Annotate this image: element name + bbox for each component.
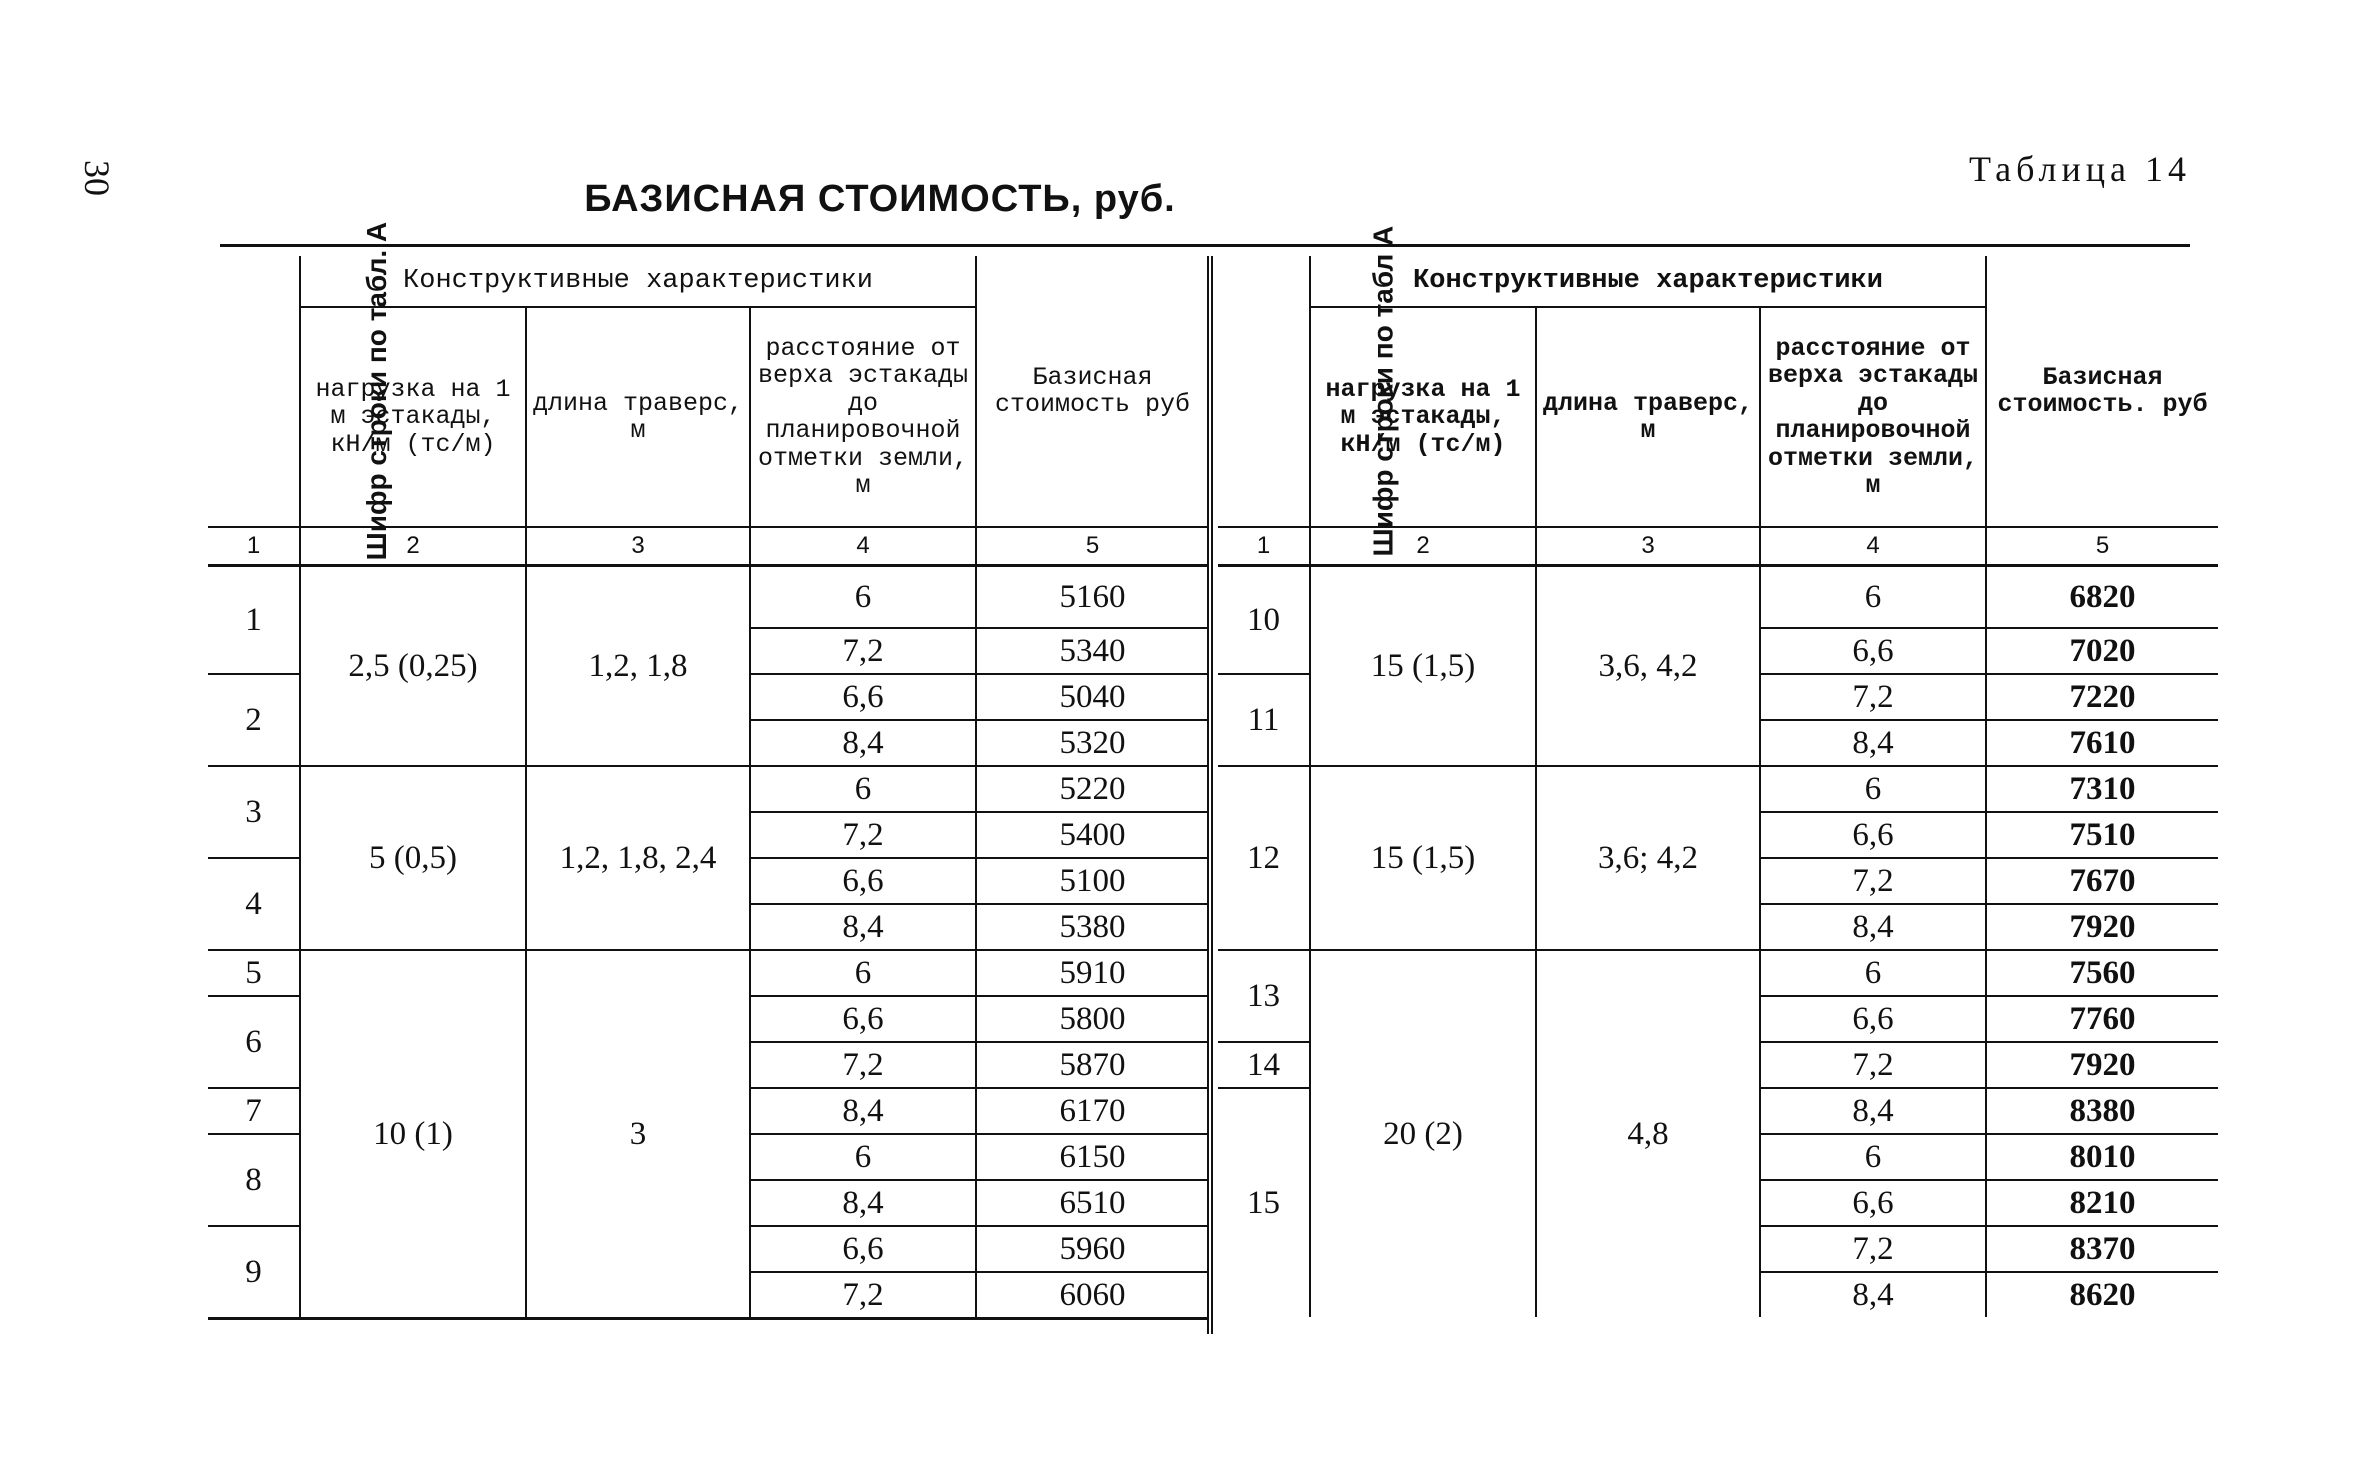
row-code: 6 <box>208 996 300 1088</box>
cost-cell: 6060 <box>976 1272 1208 1319</box>
column-number: 5 <box>976 527 1208 566</box>
cost-cell: 5380 <box>976 904 1208 950</box>
header-distance: расстояние от верха эстакады до планировочной отметки земли, м <box>750 307 976 527</box>
cost-cell: 5320 <box>976 720 1208 766</box>
cost-cell: 5040 <box>976 674 1208 720</box>
header-code <box>208 221 393 561</box>
cost-cell: 6510 <box>976 1180 1208 1226</box>
cost-cell: 7920 <box>1986 1042 2218 1088</box>
row-code: 5 <box>208 950 300 996</box>
column-number: 2 <box>300 527 526 566</box>
cost-cell: 5800 <box>976 996 1208 1042</box>
cost-cell: 8380 <box>1986 1088 2218 1134</box>
distance-cell: 6 <box>750 950 976 996</box>
row-code: 13 <box>1218 950 1310 1042</box>
load-cell: 2,5 (0,25) <box>300 566 526 767</box>
cost-cell: 5160 <box>976 566 1208 629</box>
distance-cell: 6,6 <box>1760 812 1986 858</box>
table-row <box>208 766 1208 812</box>
column-number: 5 <box>1986 527 2218 566</box>
column-number: 1 <box>1218 527 1310 566</box>
right-table-panel <box>1218 225 2218 1317</box>
header-distance: расстояние от верха эстакады до планировочной отметки земли, м <box>1760 307 1986 527</box>
distance-cell: 7,2 <box>1760 858 1986 904</box>
distance-cell: 6,6 <box>750 1226 976 1272</box>
distance-cell: 6 <box>750 1134 976 1180</box>
distance-cell: 6,6 <box>1760 1180 1986 1226</box>
cost-cell: 8010 <box>1986 1134 2218 1180</box>
page-number: 30 <box>77 160 117 196</box>
column-number: 2 <box>1310 527 1536 566</box>
row-code: 11 <box>1218 674 1310 766</box>
length-cell: 3,6; 4,2 <box>1536 766 1760 950</box>
cost-cell: 7510 <box>1986 812 2218 858</box>
cost-cell: 5870 <box>976 1042 1208 1088</box>
row-code: 14 <box>1218 1042 1310 1088</box>
distance-cell: 6 <box>750 566 976 629</box>
header-load: нагрузка на 1 м эстакады, кН/м (тс/м) <box>1310 307 1536 527</box>
load-cell: 15 (1,5) <box>1310 766 1536 950</box>
cost-cell: 8620 <box>1986 1272 2218 1317</box>
table-row <box>1218 950 2218 996</box>
table-row <box>208 950 1208 996</box>
distance-cell: 7,2 <box>1760 1226 1986 1272</box>
cost-cell: 7670 <box>1986 858 2218 904</box>
distance-cell: 8,4 <box>750 720 976 766</box>
left-table <box>208 221 1208 1320</box>
cost-cell: 8370 <box>1986 1226 2218 1272</box>
distance-cell: 6,6 <box>750 674 976 720</box>
distance-cell: 8,4 <box>1760 1088 1986 1134</box>
cost-cell: 7020 <box>1986 628 2218 674</box>
distance-cell: 6,6 <box>750 858 976 904</box>
table-row <box>1218 566 2218 629</box>
length-cell: 3 <box>526 950 750 1319</box>
column-number: 4 <box>1760 527 1986 566</box>
distance-cell: 6 <box>1760 1134 1986 1180</box>
distance-cell: 7,2 <box>750 1042 976 1088</box>
header-load: нагрузка на 1 м эстакады, кН/м (тс/м) <box>300 307 526 527</box>
header-cost: Базисная стоимость. руб <box>1986 256 2218 527</box>
document-title: БАЗИСНАЯ СТОИМОСТЬ, руб. <box>584 178 1176 220</box>
header-length: длина траверс, м <box>526 307 750 527</box>
length-cell: 1,2, 1,8, 2,4 <box>526 766 750 950</box>
table-row <box>1218 766 2218 812</box>
cost-cell: 5400 <box>976 812 1208 858</box>
right-table <box>1218 225 2218 1317</box>
cost-cell: 7310 <box>1986 766 2218 812</box>
row-code: 4 <box>208 858 300 950</box>
length-cell: 4,8 <box>1536 950 1760 1317</box>
panel-divider <box>1207 256 1213 1334</box>
distance-cell: 6 <box>1760 950 1986 996</box>
cost-cell: 5100 <box>976 858 1208 904</box>
distance-cell: 7,2 <box>750 1272 976 1319</box>
cost-cell: 5960 <box>976 1226 1208 1272</box>
table-label: Таблица 14 <box>1969 149 2191 189</box>
row-code: 1 <box>208 566 300 675</box>
column-number: 4 <box>750 527 976 566</box>
cost-cell: 6150 <box>976 1134 1208 1180</box>
row-code: 9 <box>208 1226 300 1319</box>
cost-cell: 5220 <box>976 766 1208 812</box>
header-code-text: Шифр строки по табл. А <box>361 221 393 561</box>
row-code: 7 <box>208 1088 300 1134</box>
distance-cell: 6,6 <box>750 996 976 1042</box>
distance-cell: 8,4 <box>1760 904 1986 950</box>
distance-cell: 6,6 <box>1760 628 1986 674</box>
row-code: 8 <box>208 1134 300 1226</box>
cost-cell: 7560 <box>1986 950 2218 996</box>
left-table-panel <box>208 221 1208 1320</box>
distance-cell: 8,4 <box>750 1180 976 1226</box>
distance-cell: 6 <box>750 766 976 812</box>
distance-cell: 8,4 <box>1760 1272 1986 1317</box>
distance-cell: 7,2 <box>1760 674 1986 720</box>
cost-cell: 7760 <box>1986 996 2218 1042</box>
length-cell: 1,2, 1,8 <box>526 566 750 767</box>
cost-cell: 6820 <box>1986 566 2218 629</box>
header-group: Конструктивные характеристики <box>1310 256 1986 307</box>
row-code: 2 <box>208 674 300 766</box>
cost-cell: 7920 <box>1986 904 2218 950</box>
column-number: 3 <box>1536 527 1760 566</box>
header-cost: Базисная стоимость руб <box>976 256 1208 527</box>
row-code: 3 <box>208 766 300 858</box>
distance-cell: 7,2 <box>1760 1042 1986 1088</box>
load-cell: 20 (2) <box>1310 950 1536 1317</box>
column-number: 1 <box>208 527 300 566</box>
row-code: 10 <box>1218 566 1310 675</box>
load-cell: 10 (1) <box>300 950 526 1319</box>
distance-cell: 8,4 <box>750 904 976 950</box>
cost-cell: 7610 <box>1986 720 2218 766</box>
distance-cell: 6 <box>1760 566 1986 629</box>
distance-cell: 8,4 <box>1760 720 1986 766</box>
load-cell: 15 (1,5) <box>1310 566 1536 767</box>
cost-cell: 5340 <box>976 628 1208 674</box>
header-group: Конструктивные характеристики <box>300 256 976 307</box>
row-code: 12 <box>1218 766 1310 950</box>
distance-cell: 6,6 <box>1760 996 1986 1042</box>
header-code <box>1218 225 1399 557</box>
load-cell: 5 (0,5) <box>300 766 526 950</box>
length-cell: 3,6, 4,2 <box>1536 566 1760 767</box>
cost-cell: 7220 <box>1986 674 2218 720</box>
row-code: 15 <box>1247 1184 1280 1221</box>
column-number: 3 <box>526 527 750 566</box>
distance-cell: 7,2 <box>750 812 976 858</box>
top-rule <box>220 244 2190 247</box>
table-row <box>208 566 1208 629</box>
distance-cell: 6 <box>1760 766 1986 812</box>
cost-cell: 5910 <box>976 950 1208 996</box>
cost-cell: 6170 <box>976 1088 1208 1134</box>
header-length: длина траверс, м <box>1536 307 1760 527</box>
distance-cell: 7,2 <box>750 628 976 674</box>
distance-cell: 8,4 <box>750 1088 976 1134</box>
header-code-text: Шифр строки по табл А <box>1367 225 1399 557</box>
cost-cell: 8210 <box>1986 1180 2218 1226</box>
